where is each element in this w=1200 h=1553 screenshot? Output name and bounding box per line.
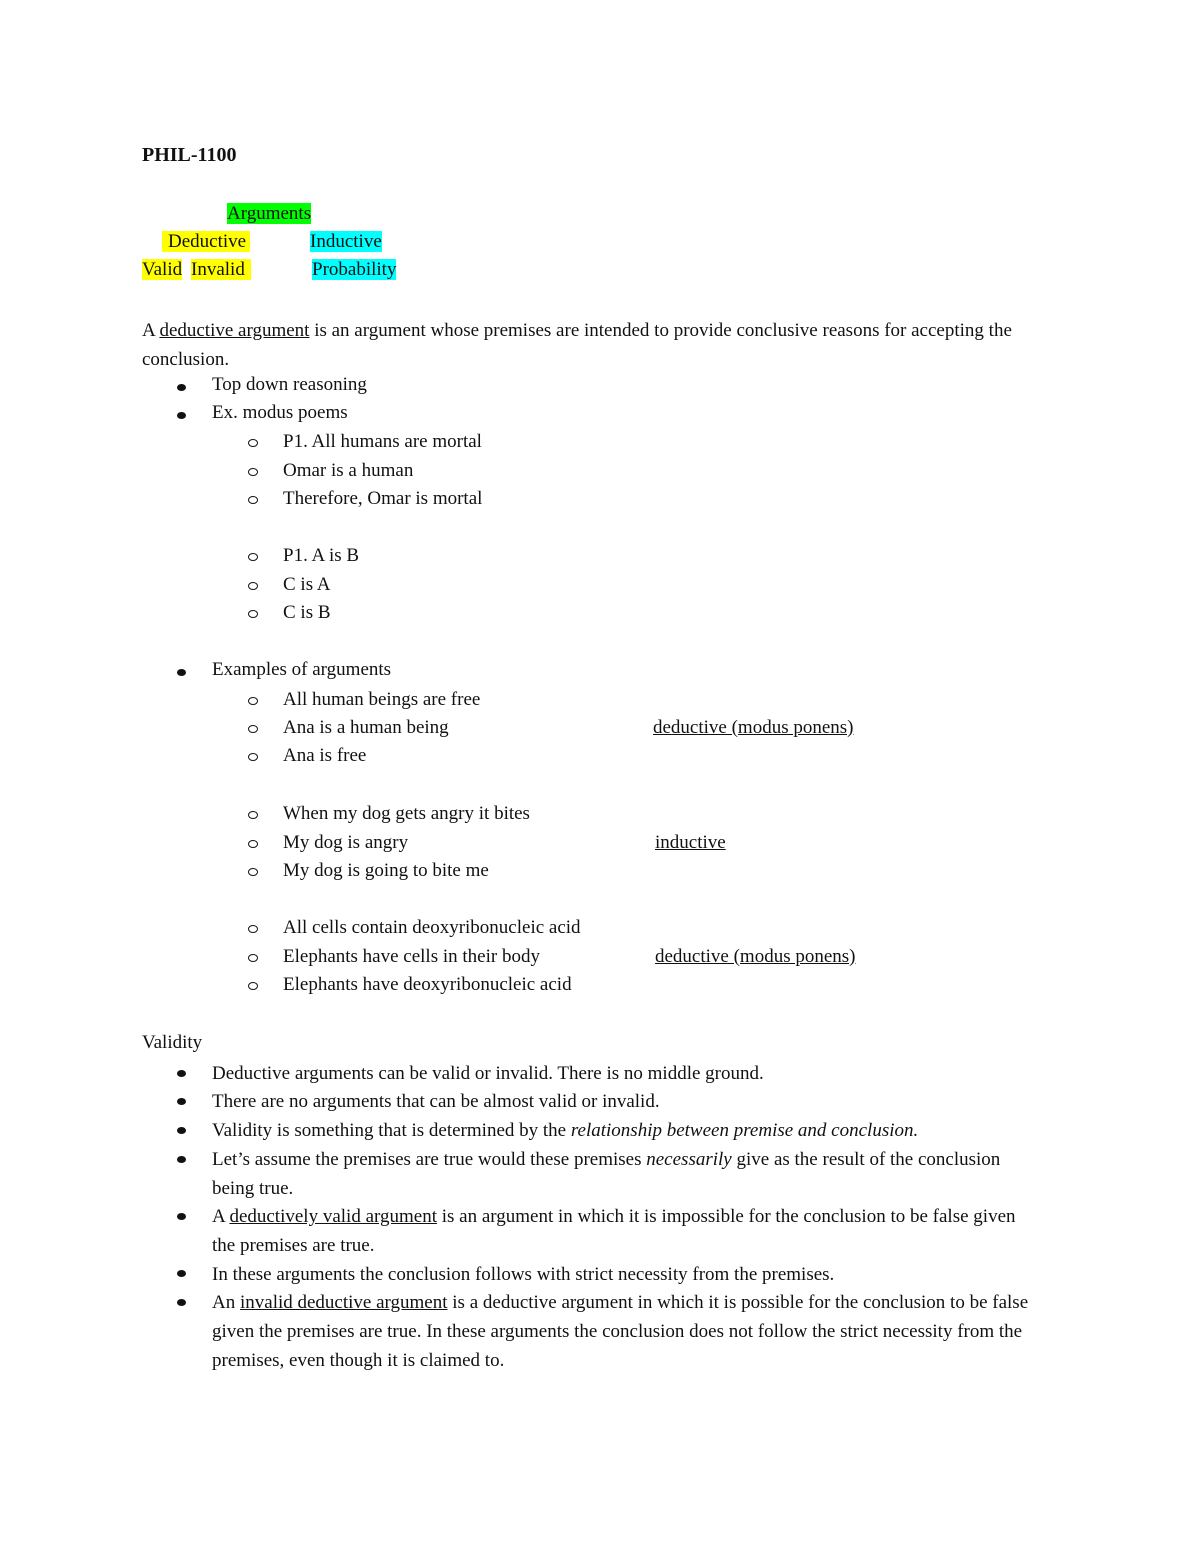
list-item: Elephants have cells in their body — [283, 946, 540, 967]
circle-bullet-icon — [248, 954, 258, 962]
list-item: Omar is a human — [283, 460, 414, 481]
circle-bullet-icon — [248, 468, 258, 476]
list-item: Deductive arguments can be valid or invalid. There is no middle ground. — [212, 1063, 764, 1084]
circle-bullet-icon — [248, 868, 258, 876]
list-item: Elephants have deoxyribonucleic acid — [283, 974, 572, 995]
list-item: There are no arguments that can be almost valid or invalid. — [212, 1091, 660, 1112]
circle-bullet-icon — [248, 697, 258, 705]
list-item: Ana is free — [283, 745, 367, 766]
bullet-icon — [177, 1270, 186, 1277]
circle-bullet-icon — [248, 496, 258, 504]
deductive-definition: A deductive argument is an argument whose premises are intended to provide conclusive reasons for accepting the conclusion. — [142, 320, 1012, 370]
term-deductively-valid-argument: deductively valid argument — [229, 1206, 437, 1227]
example-label: deductive (modus ponens) — [655, 946, 856, 967]
circle-bullet-icon — [248, 439, 258, 447]
circle-bullet-icon — [248, 982, 258, 990]
circle-bullet-icon — [248, 925, 258, 933]
bullet-icon — [177, 1098, 186, 1105]
bullet-icon — [177, 1213, 186, 1220]
circle-bullet-icon — [248, 582, 258, 590]
bullet-icon — [177, 1127, 186, 1134]
circle-bullet-icon — [248, 553, 258, 561]
bullet-icon — [177, 1156, 186, 1163]
list-item: My dog is going to bite me — [283, 860, 489, 881]
circle-bullet-icon — [248, 840, 258, 848]
list-item: Therefore, Omar is mortal — [283, 488, 483, 509]
diagram-probability: Probability — [312, 259, 397, 280]
page-title: PHIL-1100 — [142, 144, 237, 166]
list-item: When my dog gets angry it bites — [283, 803, 530, 824]
list-item: Validity is something that is determined by the relationship between premise and conclusion. — [212, 1120, 919, 1141]
list-item: An invalid deductive argument is a deductive argument in which it is possible for the conclusion to be false given the premises are true. In these arguments the conclusion does not follow the strict necessity from the premises, even though it is claimed to. — [212, 1292, 1029, 1371]
section-heading-validity: Validity — [142, 1032, 203, 1053]
bullet-icon — [177, 1070, 186, 1077]
example-label: inductive — [655, 832, 726, 853]
list-item: P1. All humans are mortal — [283, 431, 482, 452]
diagram-root: Arguments — [227, 203, 312, 224]
diagram-inductive: Inductive — [310, 231, 382, 252]
list-item: C is B — [283, 602, 331, 623]
term-invalid-deductive-argument: invalid deductive argument — [239, 1292, 448, 1313]
term-deductive-argument: deductive argument — [159, 320, 310, 341]
diagram-deductive: Deductive — [162, 231, 250, 253]
list-item: A deductively valid argument is an argument in which it is impossible for the conclusion to be false given the premises are true. — [212, 1206, 1016, 1256]
example-label: deductive (modus ponens) — [653, 717, 854, 738]
bullet-icon — [177, 669, 186, 676]
list-item: Top down reasoning — [212, 374, 367, 395]
list-item: All cells contain deoxyribonucleic acid — [283, 917, 581, 938]
list-item: Examples of arguments — [212, 659, 392, 680]
diagram-invalid: Invalid — [191, 259, 251, 281]
list-item: P1. A is B — [283, 545, 360, 566]
list-item: Ana is a human being — [283, 717, 449, 738]
circle-bullet-icon — [248, 811, 258, 819]
bullet-icon — [177, 1299, 186, 1306]
bullet-icon — [177, 384, 186, 391]
circle-bullet-icon — [248, 610, 258, 618]
diagram-valid: Valid — [142, 259, 183, 280]
list-item: C is A — [283, 574, 331, 595]
circle-bullet-icon — [248, 753, 258, 761]
list-item: All human beings are free — [283, 689, 481, 710]
bullet-icon — [177, 412, 186, 419]
circle-bullet-icon — [248, 725, 258, 733]
list-item: Ex. modus poems — [212, 402, 348, 423]
list-item: Let’s assume the premises are true would these premises necessarily give as the result of the conclusion being true. — [212, 1149, 1001, 1199]
list-item: In these arguments the conclusion follows with strict necessity from the premises. — [212, 1264, 835, 1285]
list-item: My dog is angry — [283, 832, 409, 853]
